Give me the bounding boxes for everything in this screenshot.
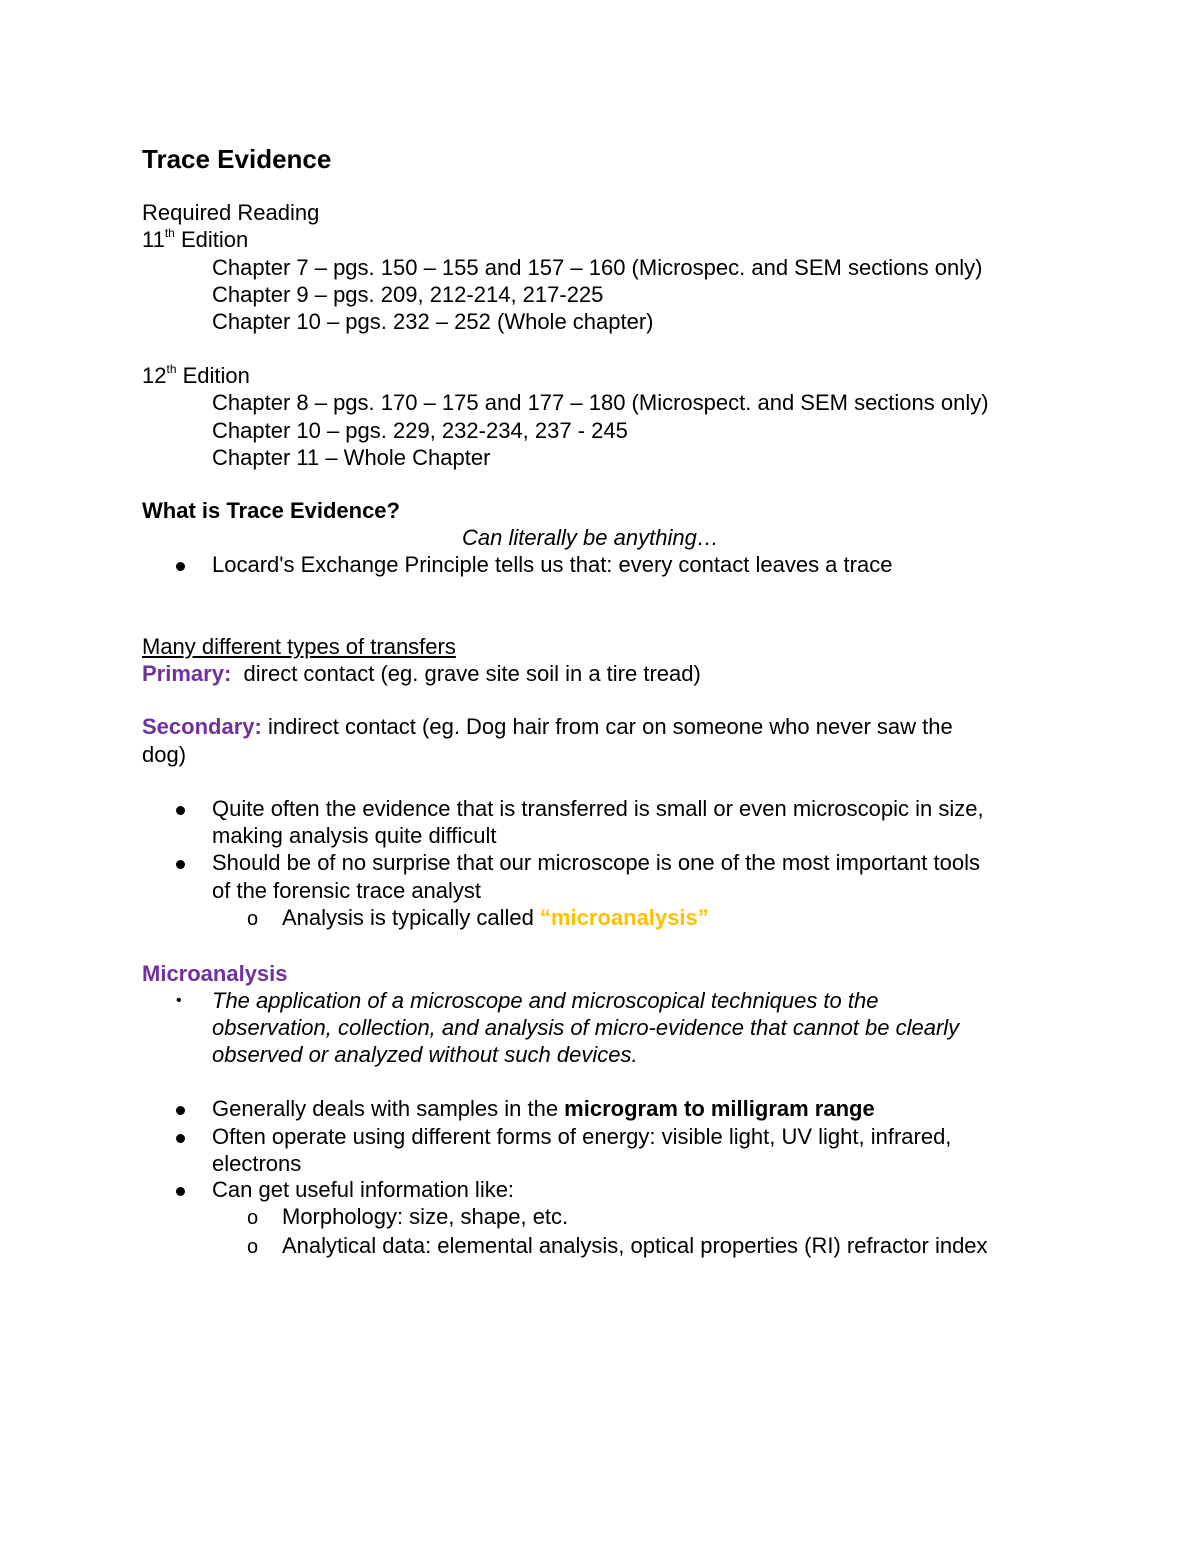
bullet-dot (176, 562, 185, 571)
bullet-dot (176, 1187, 185, 1196)
bullet-dot (176, 1106, 185, 1115)
bullet-text: Generally deals with samples in the (212, 1096, 565, 1121)
small-bullet-marker: • (176, 992, 182, 1009)
primary-label: Primary: (142, 661, 232, 686)
italic-note: Can literally be anything… (462, 525, 719, 550)
sub-bullet-text: Analytical data: elemental analysis, optical properties (RI) refractor index (282, 1233, 988, 1258)
edition-text: Edition (174, 227, 249, 252)
section-heading-microanalysis: Microanalysis (142, 961, 288, 986)
reading-line: Chapter 10 – pgs. 232 – 252 (Whole chapter) (212, 309, 654, 334)
range-bold: microgram to milligram range (564, 1096, 875, 1121)
sub-bullet-marker: o (247, 1207, 259, 1229)
secondary-label: Secondary: (142, 714, 262, 739)
bullet-dot (176, 806, 185, 815)
reading-line: Chapter 7 – pgs. 150 – 155 and 157 – 160 (Microspec. and SEM sections only) (212, 255, 983, 280)
definition-line: observation, collection, and analysis of micro-evidence that cannot be clearly (212, 1015, 960, 1040)
reading-line: Chapter 8 – pgs. 170 – 175 and 177 – 180 (Microspect. and SEM sections only) (212, 390, 989, 415)
edition-11-label (142, 227, 248, 253)
bullet-text-cont: electrons (212, 1151, 302, 1176)
bullet-text-locard: Locard's Exchange Principle tells us that: every contact leaves a trace (212, 552, 893, 577)
bullet-text: Can get useful information like: (212, 1177, 515, 1202)
sub-bullet-marker: o (247, 1236, 259, 1258)
bullet-text-cont: of the forensic trace analyst (212, 878, 482, 903)
sub-bullet-text: Analysis is typically called (282, 905, 540, 930)
bullet-text-cont: making analysis quite difficult (212, 823, 497, 848)
secondary-text: indirect contact (eg. Dog hair from car on someone who never saw the (261, 714, 953, 739)
page-title: Trace Evidence (142, 144, 332, 174)
required-reading-label: Required Reading (142, 200, 320, 225)
bullet-text: Often operate using different forms of energy: visible light, UV light, infrared, (212, 1124, 952, 1149)
bullet-text: Quite often the evidence that is transferred is small or even microscopic in size, (212, 796, 984, 821)
reading-line: Chapter 10 – pgs. 229, 232-234, 237 - 245 (212, 418, 628, 443)
secondary-line (142, 714, 953, 740)
microanalysis-term: “microanalysis” (539, 905, 709, 930)
edition-sup: th (166, 361, 177, 376)
reading-line: Chapter 9 – pgs. 209, 212-214, 217-225 (212, 282, 604, 307)
sub-bullet-line (282, 905, 709, 931)
edition-sup: th (164, 225, 175, 240)
sub-bullet-text: Morphology: size, shape, etc. (282, 1204, 569, 1229)
sub-bullet-marker: o (247, 908, 259, 930)
section-heading-what: What is Trace Evidence? (142, 498, 400, 523)
primary-line (142, 661, 701, 687)
bullet-dot (176, 860, 185, 869)
bullet-range-line (212, 1096, 875, 1122)
edition-12-label (142, 363, 250, 389)
definition-line: The application of a microscope and microscopical techniques to the (212, 988, 879, 1013)
primary-text: direct contact (eg. grave site soil in a tire tread) (231, 661, 701, 686)
bullet-dot (176, 1134, 185, 1143)
edition-text: Edition (176, 363, 250, 388)
definition-line: observed or analyzed without such devices. (212, 1042, 638, 1067)
reading-line: Chapter 11 – Whole Chapter (212, 445, 491, 470)
edition-number: 11 (142, 227, 165, 252)
edition-number: 12 (142, 363, 167, 388)
secondary-text-cont: dog) (142, 742, 187, 767)
section-heading-transfers: Many different types of transfers (142, 634, 456, 659)
bullet-text: Should be of no surprise that our microscope is one of the most important tools (212, 850, 980, 875)
